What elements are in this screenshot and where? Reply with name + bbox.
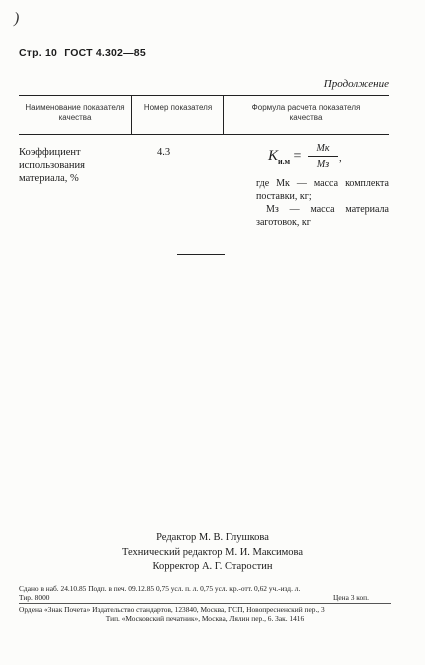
- formula-k: К: [268, 148, 278, 164]
- price: Цена 3 коп.: [333, 593, 369, 602]
- formula-equals: =: [293, 149, 302, 164]
- page-header: [19, 47, 150, 59]
- imprint-rule: [19, 603, 391, 604]
- editor-line: Редактор М. В. Глушкова: [156, 532, 269, 543]
- formula-subscript: и.м: [277, 156, 291, 166]
- table-col-divider-1: [131, 95, 132, 135]
- formula-numerator: Мк: [308, 143, 338, 157]
- table-col-divider-2: [223, 95, 224, 135]
- formula-comma: ,: [339, 152, 342, 164]
- col-header-number: Номер показателя: [143, 103, 213, 112]
- imprint-line-3: Ордена «Знак Почета» Издательство стандартов, 123840, Москва, ГСП, Новопресненский пер., 3: [19, 605, 325, 614]
- formula-def-2: Мз — масса материала заготовок, кг: [256, 204, 389, 228]
- continuation-label: Продолжение: [323, 78, 389, 90]
- print-run: Тир. 8000: [19, 593, 50, 602]
- imprint-line-4: Тип. «Московский печатник», Москва, Лялин пер., 6. Зак. 1416: [105, 614, 305, 623]
- formula-fraction: [308, 143, 338, 170]
- corner-mark: ): [14, 10, 20, 27]
- standard-id: ГОСТ 4.302—85: [64, 47, 146, 59]
- imprint-line-2: [19, 593, 391, 603]
- row-indicator-name: Коэффициент использования материала, %: [19, 147, 85, 184]
- corrector-line: Корректор А. Г. Старостин: [152, 561, 273, 572]
- row-indicator-number: 4.3: [157, 147, 171, 158]
- tech-editor-line: Технический редактор М. И. Максимова: [121, 546, 304, 558]
- col-header-formula: Формула расчета показателя качества: [251, 103, 361, 122]
- table-header-rule: [19, 134, 389, 135]
- col-header-name: Наименование показателя качества: [25, 103, 125, 122]
- end-separator: [177, 254, 225, 255]
- editors-block: [0, 531, 425, 575]
- formula-denominator: Мз: [316, 159, 330, 170]
- imprint-line-1: Сдано в наб. 24.10.85 Подп. в печ. 09.12.85 0,75 усл. п. л. 0,75 усл. кр.-отт. 0,62 уч.-изд. л.: [19, 584, 301, 593]
- table-top-rule: [19, 95, 389, 96]
- page-number: Стр. 10: [19, 47, 58, 59]
- formula-def-1: где Мк — масса комплекта поставки, кг;: [256, 178, 389, 202]
- formula-lhs: [268, 148, 301, 166]
